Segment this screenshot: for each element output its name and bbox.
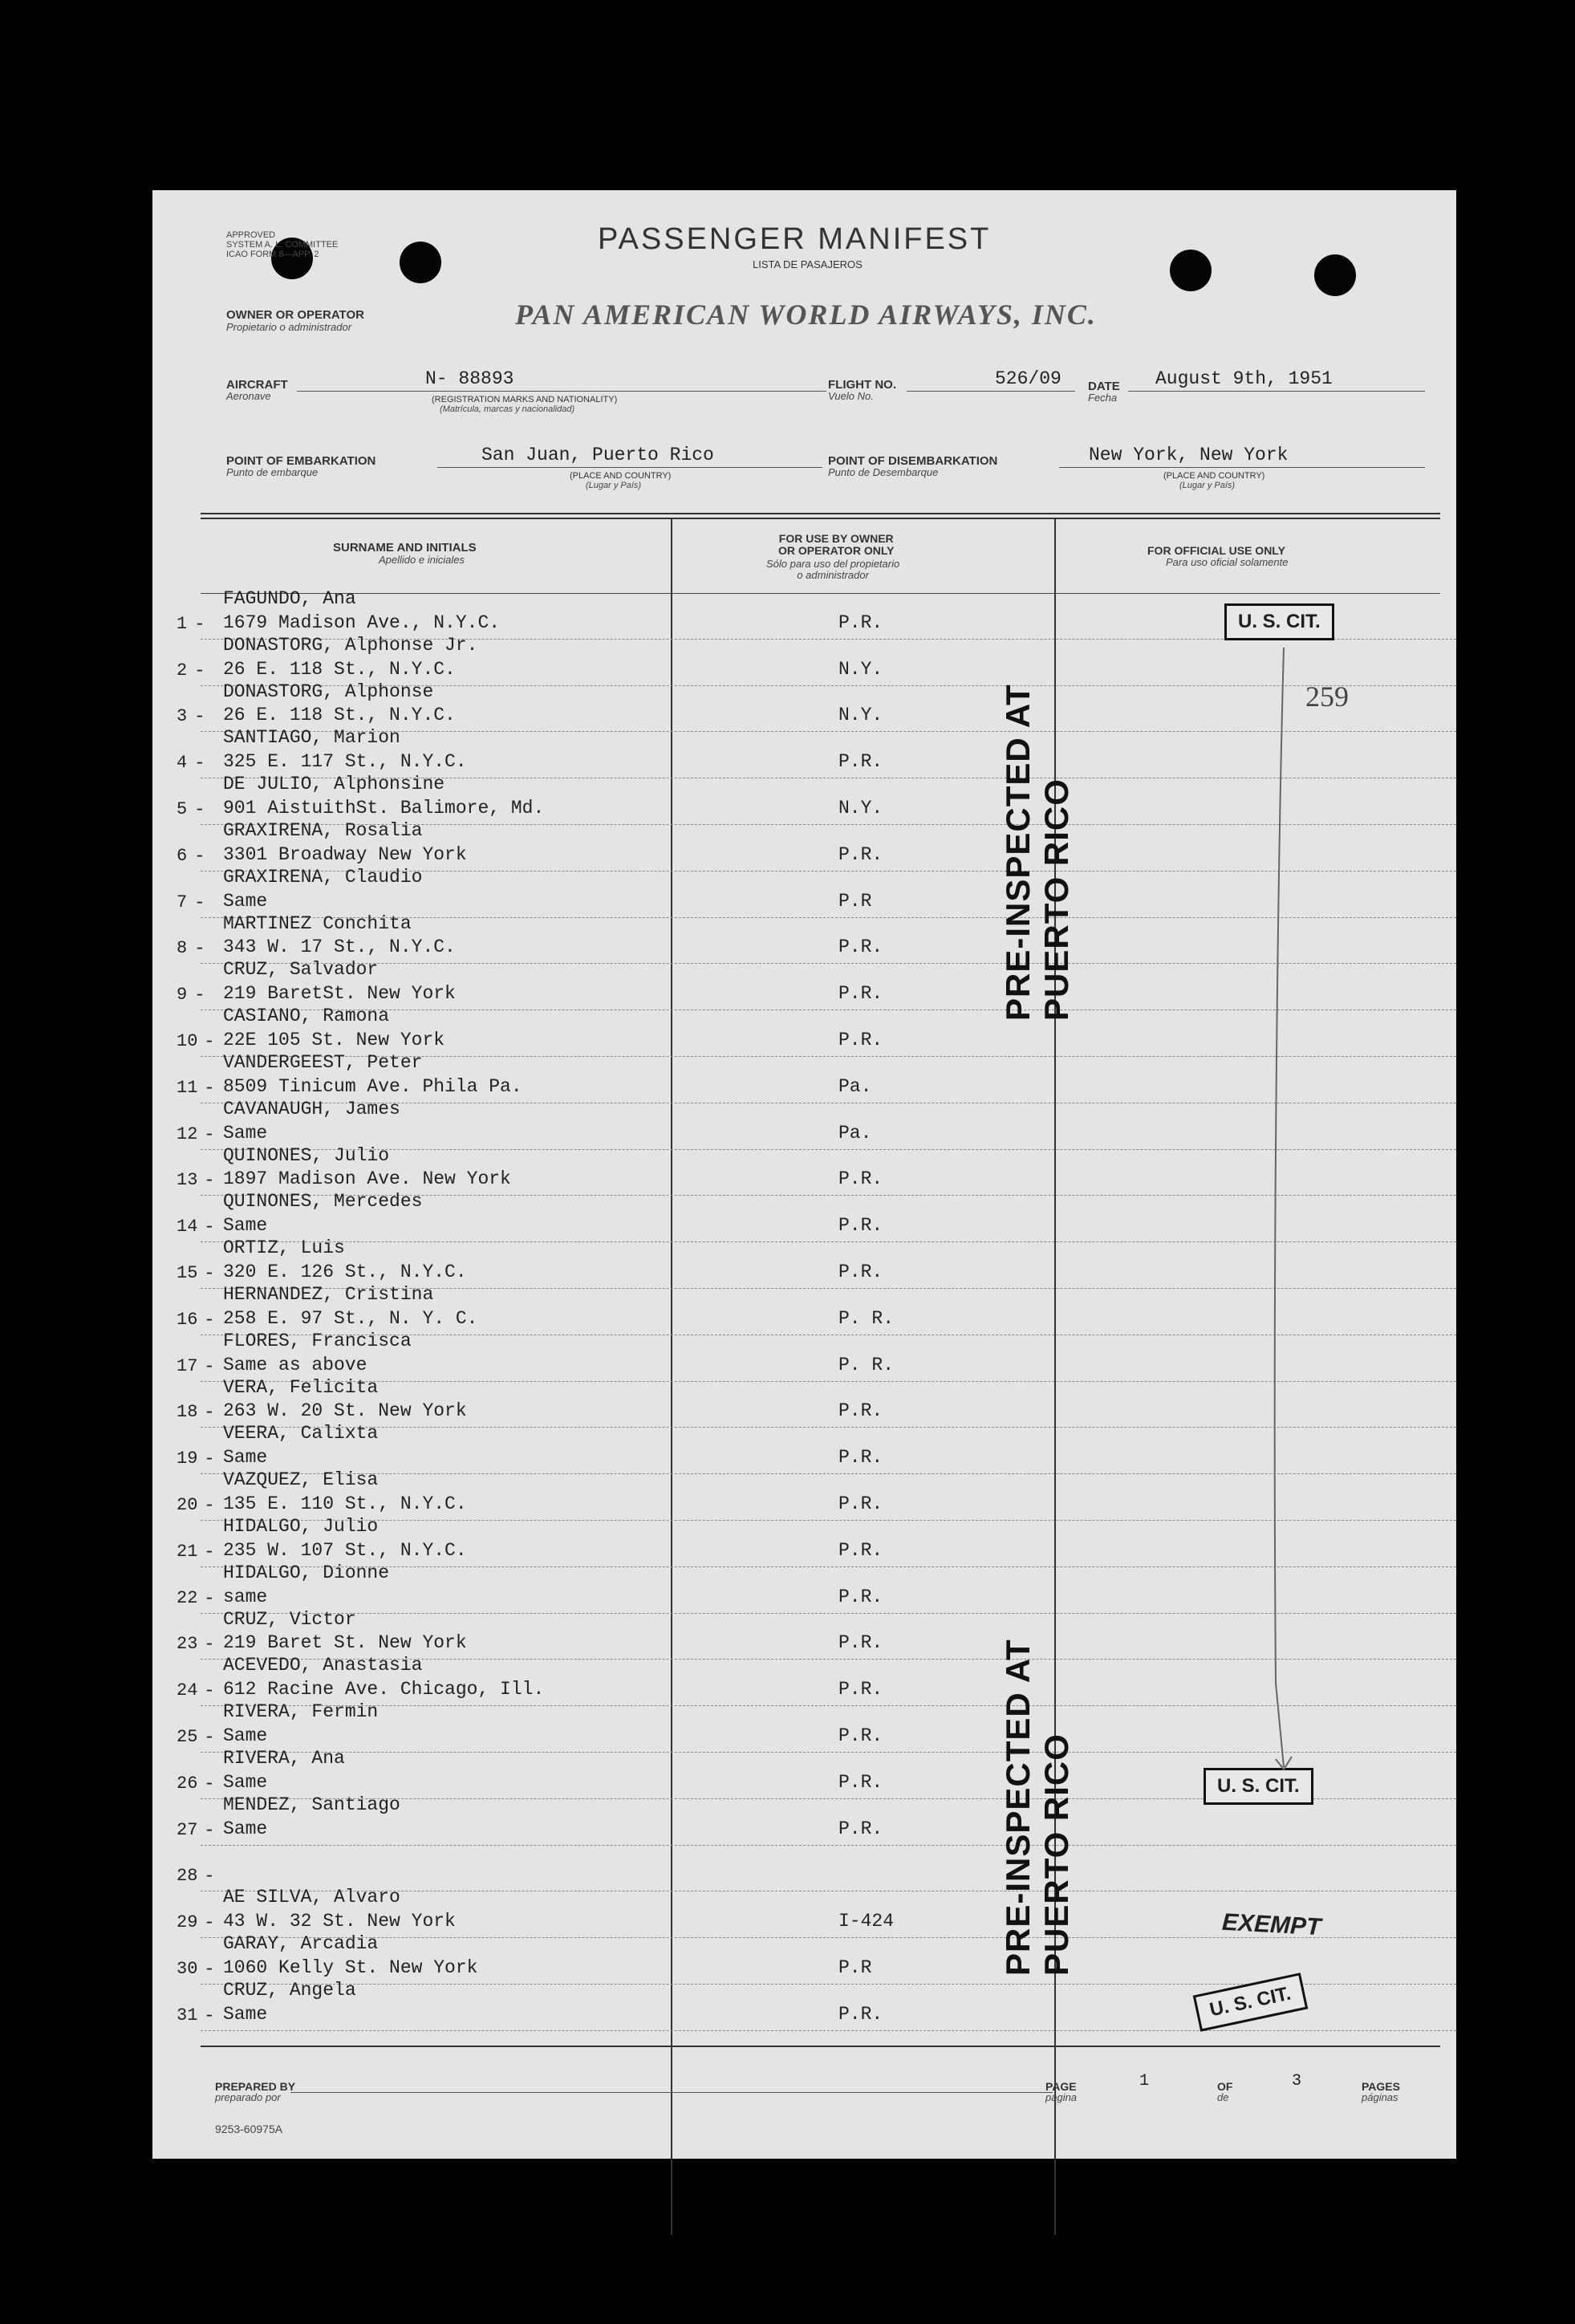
row-number: 3 xyxy=(177,706,188,727)
passenger-address: 3301 Broadway New York xyxy=(223,843,467,865)
embark-label: POINT OF EMBARKATION xyxy=(226,454,376,468)
operator-code: P.R. xyxy=(838,843,883,865)
row-number: 30 xyxy=(177,1958,198,1979)
operator-code: P.R. xyxy=(838,1447,883,1469)
operator-code: P.R. xyxy=(838,1818,883,1839)
row-dash: - xyxy=(204,1634,215,1656)
pre-inspected-stamp: PRE-INSPECTED AT PUERTO RICO xyxy=(999,684,1075,1021)
passenger-name: RIVERA, Ana xyxy=(223,1748,345,1769)
embark-place-note: (PLACE AND COUNTRY) xyxy=(570,471,672,481)
passenger-address: 22E 105 St. New York xyxy=(223,1029,445,1050)
row-dash: - xyxy=(204,1819,215,1841)
operator-code: I-424 xyxy=(838,1911,895,1932)
column-header-name-es: Apellido e iniciales xyxy=(379,554,465,566)
passenger-address: Same as above xyxy=(223,1354,367,1375)
row-dash: - xyxy=(194,798,205,820)
operator-code: Pa. xyxy=(838,1122,872,1144)
operator-code: P.R. xyxy=(838,983,883,1005)
row-number: 11 xyxy=(177,1077,198,1098)
us-cit-stamp: U. S. CIT. xyxy=(1193,1973,1308,2031)
passenger-name: AE SILVA, Alvaro xyxy=(223,1887,400,1908)
operator-code: P.R. xyxy=(838,1029,883,1050)
row-number: 8 xyxy=(177,938,188,959)
row-number: 5 xyxy=(177,798,188,819)
passenger-name: DONASTORG, Alphonse Jr. xyxy=(223,634,478,656)
page-title: PASSENGER MANIFEST xyxy=(598,222,992,256)
disembark-value: New York, New York xyxy=(1089,445,1289,465)
operator-code: Pa. xyxy=(838,1075,872,1097)
row-dash: - xyxy=(194,985,205,1006)
passenger-name: DONASTORG, Alphonse xyxy=(223,681,434,702)
row-number: 31 xyxy=(177,2005,198,2025)
row-number: 27 xyxy=(177,1819,198,1840)
row-number: 21 xyxy=(177,1541,198,1562)
approval-note: APPROVED SYSTEM A. L. COMMITTEE ICAO FORM 8—APP. 2 xyxy=(226,230,339,259)
operator-code: P.R xyxy=(838,890,872,912)
passenger-name: CASIANO, Ramona xyxy=(223,1006,390,1027)
row-number: 10 xyxy=(177,1030,198,1051)
prepared-label-es: preparado por xyxy=(215,2091,281,2103)
row-number: 4 xyxy=(177,753,188,774)
form-code: 9253-60975A xyxy=(215,2123,283,2135)
operator-code: P.R. xyxy=(838,1493,883,1514)
row-number: 26 xyxy=(177,1773,198,1794)
operator-code: P.R. xyxy=(838,1771,883,1793)
passenger-address: Same xyxy=(223,1447,268,1469)
row-number: 1 xyxy=(177,613,188,634)
row-dash: - xyxy=(194,706,205,728)
table-row xyxy=(152,1933,1456,1985)
row-dash: - xyxy=(194,845,205,867)
passenger-address: 26 E. 118 St., N.Y.C. xyxy=(223,705,456,726)
row-dash: - xyxy=(204,1217,215,1238)
operator-code: P.R. xyxy=(838,751,883,773)
passenger-name: VERA, Felicita xyxy=(223,1376,379,1398)
passenger-address: Same xyxy=(223,1215,268,1237)
passenger-name: HERNANDEZ, Cristina xyxy=(223,1284,434,1305)
flight-label: FLIGHT NO. xyxy=(828,378,896,392)
owner-label-es: Propietario o administrador xyxy=(226,321,352,333)
row-number: 14 xyxy=(177,1217,198,1237)
us-cit-stamp: U. S. CIT. xyxy=(1204,1768,1313,1805)
passenger-address: 8509 Tinicum Ave. Phila Pa. xyxy=(223,1075,522,1097)
operator-code: P.R. xyxy=(838,1679,883,1700)
date-label: DATE xyxy=(1088,380,1120,393)
passenger-name: CRUZ, Victor xyxy=(223,1608,356,1630)
passenger-address: Same xyxy=(223,1818,268,1839)
flight-label-es: Vuelo No. xyxy=(828,390,874,402)
passenger-name: VAZQUEZ, Elisa xyxy=(223,1469,379,1491)
passenger-address: 219 BaretSt. New York xyxy=(223,983,456,1005)
of-value: 3 xyxy=(1292,2072,1302,2090)
date-value: August 9th, 1951 xyxy=(1155,368,1333,389)
passenger-name: ACEVEDO, Anastasia xyxy=(223,1655,423,1676)
punch-hole xyxy=(1170,250,1212,291)
row-number: 19 xyxy=(177,1448,198,1469)
owner-label: OWNER OR OPERATOR xyxy=(226,308,364,322)
passenger-address: Same xyxy=(223,1122,268,1144)
row-dash: - xyxy=(204,1309,215,1331)
operator-code: N.Y. xyxy=(838,797,883,819)
registration-note: (REGISTRATION MARKS AND NATIONALITY) xyxy=(432,395,618,404)
row-number: 24 xyxy=(177,1680,198,1701)
operator-code: P.R. xyxy=(838,1168,883,1190)
operator-code: P.R. xyxy=(838,611,883,633)
row-number: 7 xyxy=(177,892,188,912)
passenger-name: CAVANAUGH, James xyxy=(223,1098,400,1119)
disembark-label-es: Punto de Desembarque xyxy=(828,466,939,478)
flight-value: 526/09 xyxy=(995,368,1062,389)
disembark-label: POINT OF DISEMBARKATION xyxy=(828,454,998,468)
row-dash: - xyxy=(204,1541,215,1562)
operator-code: P. R. xyxy=(838,1307,895,1329)
passenger-address: 1060 Kelly St. New York xyxy=(223,1956,478,1978)
passenger-name: DE JULIO, Alphonsine xyxy=(223,774,445,795)
row-number: 9 xyxy=(177,985,188,1006)
passenger-name: QUINONES, Julio xyxy=(223,1144,390,1166)
row-dash: - xyxy=(204,1494,215,1516)
aircraft-label: AIRCRAFT xyxy=(226,378,288,392)
disembark-place-note: (PLACE AND COUNTRY) xyxy=(1163,471,1265,481)
operator-code: P.R. xyxy=(838,937,883,958)
operator-code: P.R. xyxy=(838,1215,883,1237)
row-number: 13 xyxy=(177,1170,198,1191)
row-number: 12 xyxy=(177,1123,198,1144)
passenger-name: GRAXIRENA, Claudio xyxy=(223,866,423,888)
row-dash: - xyxy=(204,1123,215,1145)
column-header-official-es: Para uso oficial solamente xyxy=(1166,556,1289,568)
row-dash: - xyxy=(204,1680,215,1702)
us-cit-stamp: U. S. CIT. xyxy=(1224,603,1334,640)
aircraft-value: N- 88893 xyxy=(425,368,514,389)
pages-label: PAGES xyxy=(1362,2080,1400,2093)
operator-code: P.R. xyxy=(838,1725,883,1746)
passenger-name: VANDERGEEST, Peter xyxy=(223,1052,423,1073)
passenger-address: Same xyxy=(223,2003,268,2025)
row-number: 2 xyxy=(177,660,188,681)
row-dash: - xyxy=(204,1077,215,1099)
row-dash: - xyxy=(194,660,205,681)
passenger-address: 258 E. 97 St., N. Y. C. xyxy=(223,1307,478,1329)
passenger-address: 43 W. 32 St. New York xyxy=(223,1911,456,1932)
row-number: 29 xyxy=(177,1912,198,1933)
row-dash: - xyxy=(204,1726,215,1748)
passenger-address: 320 E. 126 St., N.Y.C. xyxy=(223,1261,467,1282)
passenger-name: QUINONES, Mercedes xyxy=(223,1191,423,1213)
punch-hole xyxy=(1314,254,1356,296)
passenger-name: GARAY, Arcadia xyxy=(223,1933,379,1955)
row-number: 22 xyxy=(177,1587,198,1608)
passenger-name: FLORES, Francisca xyxy=(223,1330,412,1351)
operator-code: P.R. xyxy=(838,1632,883,1654)
embark-place-note-es: (Lugar y País) xyxy=(586,481,642,490)
operator-code: P.R. xyxy=(838,2003,883,2025)
row-dash: - xyxy=(204,1587,215,1609)
page-subtitle: LISTA DE PASAJEROS xyxy=(753,258,863,270)
passenger-address: 1897 Madison Ave. New York xyxy=(223,1168,511,1190)
row-number: 17 xyxy=(177,1355,198,1376)
row-number: 6 xyxy=(177,845,188,866)
table-row xyxy=(152,1846,1456,1892)
passenger-name: HIDALGO, Julio xyxy=(223,1516,379,1537)
row-number: 18 xyxy=(177,1402,198,1423)
passenger-address: 135 E. 110 St., N.Y.C. xyxy=(223,1493,467,1514)
passenger-address: 263 W. 20 St. New York xyxy=(223,1400,467,1422)
row-dash: - xyxy=(204,1448,215,1470)
row-dash: - xyxy=(204,1030,215,1052)
owner-value: PAN AMERICAN WORLD AIRWAYS, INC. xyxy=(515,299,1097,331)
operator-code: N.Y. xyxy=(838,658,883,680)
passenger-name: CRUZ, Salvador xyxy=(223,959,379,981)
row-dash: - xyxy=(194,613,205,635)
punch-hole xyxy=(400,242,441,283)
disembark-place-note-es: (Lugar y País) xyxy=(1179,481,1236,490)
column-header-official: FOR OFFICIAL USE ONLY xyxy=(1147,544,1285,557)
row-number: 28 xyxy=(177,1866,198,1887)
of-label-es: de xyxy=(1217,2091,1229,2103)
passenger-address: 612 Racine Ave. Chicago, Ill. xyxy=(223,1679,545,1700)
operator-code: P.R. xyxy=(838,1586,883,1607)
column-header-name: SURNAME AND INITIALS xyxy=(333,541,477,555)
passenger-name: GRAXIRENA, Rosalia xyxy=(223,820,423,841)
passenger-name: ORTIZ, Luis xyxy=(223,1237,345,1259)
passenger-address: 343 W. 17 St., N.Y.C. xyxy=(223,937,456,958)
row-number: 20 xyxy=(177,1494,198,1515)
operator-code: N.Y. xyxy=(838,705,883,726)
row-dash: - xyxy=(204,1170,215,1192)
passenger-name: MARTINEZ Conchita xyxy=(223,912,412,934)
passenger-address: Same xyxy=(223,890,268,912)
embark-label-es: Punto de embarque xyxy=(226,466,319,478)
row-dash: - xyxy=(204,1773,215,1794)
passenger-address: Same xyxy=(223,1725,268,1746)
row-dash: - xyxy=(204,1912,215,1934)
prepared-label: PREPARED BY xyxy=(215,2080,296,2093)
page-value: 1 xyxy=(1139,2072,1150,2090)
operator-code: P.R. xyxy=(838,1400,883,1422)
row-number: 15 xyxy=(177,1262,198,1283)
manifest-sheet xyxy=(152,190,1456,2159)
passenger-name: HIDALGO, Dionne xyxy=(223,1562,390,1583)
operator-code: P.R. xyxy=(838,1539,883,1561)
row-dash: - xyxy=(204,1958,215,1980)
passenger-address: same xyxy=(223,1586,268,1607)
passenger-address: 235 W. 107 St., N.Y.C. xyxy=(223,1539,467,1561)
page-label: PAGE xyxy=(1045,2080,1077,2093)
table-row xyxy=(152,1794,1456,1846)
aircraft-label-es: Aeronave xyxy=(226,390,271,402)
passenger-name: RIVERA, Fermin xyxy=(223,1701,379,1723)
pre-inspected-stamp: PRE-INSPECTED AT PUERTO RICO xyxy=(999,1639,1075,1976)
row-dash: - xyxy=(204,1355,215,1377)
passenger-address: 325 E. 117 St., N.Y.C. xyxy=(223,751,467,773)
row-number: 25 xyxy=(177,1726,198,1747)
column-header-owner: FOR USE BY OWNER OR OPERATOR ONLY xyxy=(778,532,895,557)
page-label-es: página xyxy=(1045,2091,1078,2103)
row-dash: - xyxy=(194,753,205,774)
date-label-es: Fecha xyxy=(1088,392,1118,404)
row-dash: - xyxy=(194,938,205,960)
embark-value: San Juan, Puerto Rico xyxy=(481,445,714,465)
passenger-address: 901 AistuithSt. Balimore, Md. xyxy=(223,797,545,819)
passenger-address: Same xyxy=(223,1771,268,1793)
column-header-owner-es: Sólo para uso del propietario o administrador xyxy=(766,558,900,581)
passenger-name: MENDEZ, Santiago xyxy=(223,1794,400,1815)
of-label: OF xyxy=(1217,2080,1233,2093)
passenger-address: 26 E. 118 St., N.Y.C. xyxy=(223,658,456,680)
operator-code: P.R xyxy=(838,1956,872,1978)
passenger-count: 259 xyxy=(1305,681,1349,713)
bracket-line xyxy=(1220,640,1316,1779)
row-number: 23 xyxy=(177,1634,198,1655)
row-dash: - xyxy=(204,1262,215,1284)
passenger-name: VEERA, Calixta xyxy=(223,1423,379,1444)
passenger-name: FAGUNDO, Ana xyxy=(223,588,356,609)
passenger-name: SANTIAGO, Marion xyxy=(223,727,400,749)
passenger-name: CRUZ, Angela xyxy=(223,1980,356,2001)
operator-code: P.R. xyxy=(838,1261,883,1282)
passenger-address: 219 Baret St. New York xyxy=(223,1632,467,1654)
exempt-mark: EXEMPT xyxy=(1221,1908,1322,1941)
row-dash: - xyxy=(204,1866,215,1887)
row-dash: - xyxy=(204,2005,215,2026)
row-dash: - xyxy=(204,1402,215,1424)
pages-label-es: páginas xyxy=(1362,2091,1398,2103)
registration-note-es: (Matrícula, marcas y nacionalidad) xyxy=(440,404,575,414)
operator-code: P. R. xyxy=(838,1354,895,1375)
passenger-address: 1679 Madison Ave., N.Y.C. xyxy=(223,611,501,633)
row-number: 16 xyxy=(177,1309,198,1330)
row-dash: - xyxy=(194,892,205,913)
